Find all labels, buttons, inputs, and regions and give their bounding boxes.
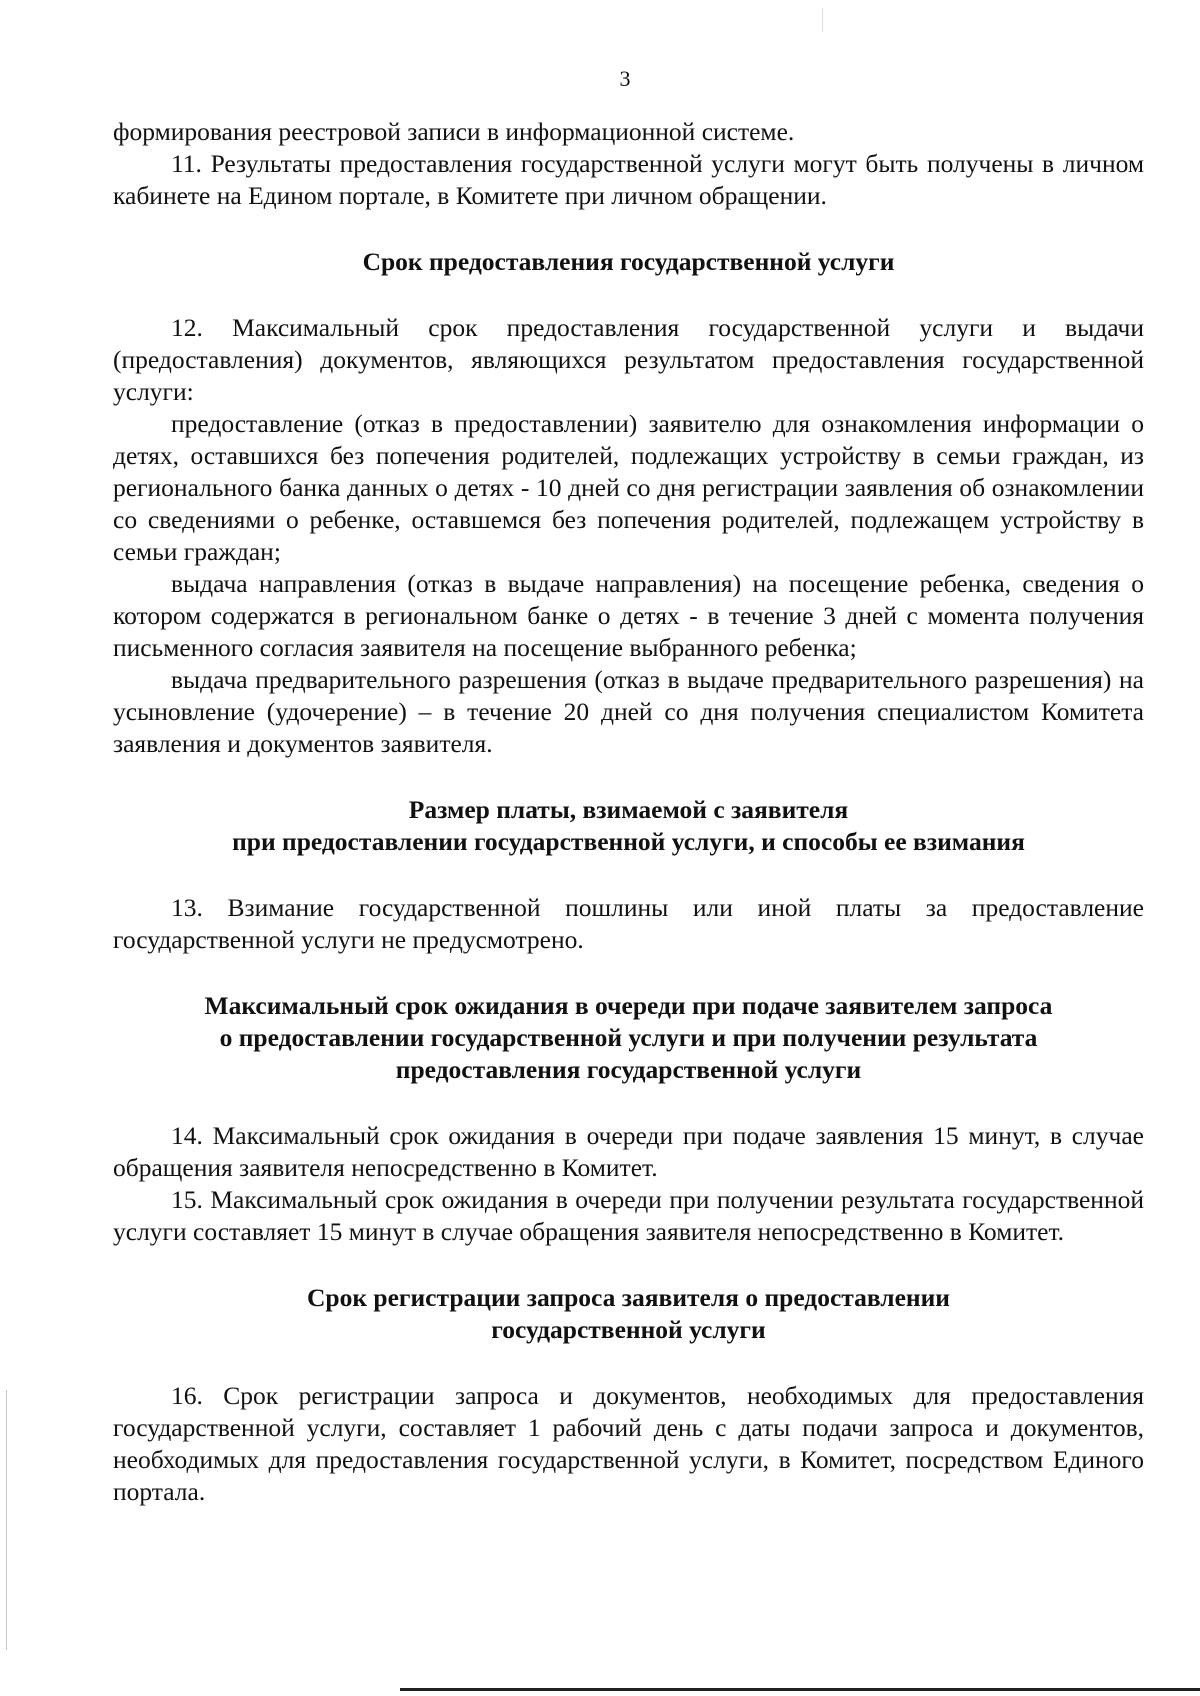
page-number: 3: [619, 66, 631, 91]
document-body: [113, 116, 1144, 1508]
heading-line: Срок регистрации запроса заявителя о предоставлении: [306, 1283, 951, 1312]
heading-line: государственной услуги: [491, 1315, 766, 1344]
heading-line: Размер платы, взимаемой с заявителя: [408, 795, 849, 824]
paragraph-continuation: формирования реестровой записи в информационной системе.: [113, 117, 795, 146]
heading-line: Срок предоставления государственной услуги: [362, 247, 895, 276]
paragraph-14: 14. Максимальный срок ожидания в очереди при подаче заявления 15 минут, в случае обращения заявителя непосредственно в Комитет.: [113, 1121, 1144, 1182]
paragraph-11: 11. Результаты предоставления государственной услуги могут быть получены в личном кабинете на Едином портале, в Комитете при личном обращении.: [113, 149, 1144, 210]
heading-registration-term: [113, 1282, 1144, 1346]
heading-line: предоставления государственной услуги: [395, 1055, 862, 1084]
paragraph-12: 12. Максимальный срок предоставления государственной услуги и выдачи (предоставления) документов, являющихся результатом предоставления государственной услуги:: [113, 313, 1144, 406]
heading-wait-time: [113, 990, 1144, 1086]
scan-artifact: [822, 8, 823, 32]
heading-service-term: [113, 246, 1144, 278]
paragraph-12-item-b: выдача направления (отказ в выдаче направления) на посещение ребенка, сведения о котором содержатся в региональном банке о детях - в течение 3 дней с момента получения письменного согласия заявителя на посещение выбранного ребенка;: [113, 569, 1144, 662]
heading-line: Максимальный срок ожидания в очереди при подаче заявителем запроса: [204, 991, 1053, 1020]
heading-line: при предоставлении государственной услуги, и способы ее взимания: [232, 827, 1025, 856]
heading-line: о предоставлении государственной услуги и при получении результата: [219, 1023, 1038, 1052]
paragraph-16: 16. Срок регистрации запроса и документов, необходимых для предоставления государственной услуги, составляет 1 рабочий день с даты подачи запроса и документов, необходимых для предоставления государственной услуги, в Комитет, посредством Единого портала.: [113, 1381, 1144, 1506]
heading-fee: [113, 794, 1144, 858]
paragraph-12-item-a: предоставление (отказ в предоставлении) заявителю для ознакомления информации о детях, оставшихся без попечения родителей, подлежащих устройству в семьи граждан, из регионального банка данных о детях - 10 дней со дня регистрации заявления об ознакомлении со сведениями о ребенке, оставшемся без попечения родителей, подлежащем устройству в семьи граждан;: [113, 409, 1144, 566]
paragraph-15: 15. Максимальный срок ожидания в очереди при получении результата государственной услуги составляет 15 минут в случае обращения заявителя непосредственно в Комитет.: [113, 1185, 1144, 1246]
paragraph-13: 13. Взимание государственной пошлины или иной платы за предоставление государственной услуги не предусмотрено.: [113, 893, 1144, 954]
footer-rule: [400, 1688, 1200, 1691]
scan-edge-line: [6, 1390, 7, 1650]
paragraph-12-item-c: выдача предварительного разрешения (отказ в выдаче предварительного разрешения) на усыновление (удочерение) – в течение 20 дней со дня получения специалистом Комитета заявления и документов заявителя.: [113, 665, 1144, 758]
